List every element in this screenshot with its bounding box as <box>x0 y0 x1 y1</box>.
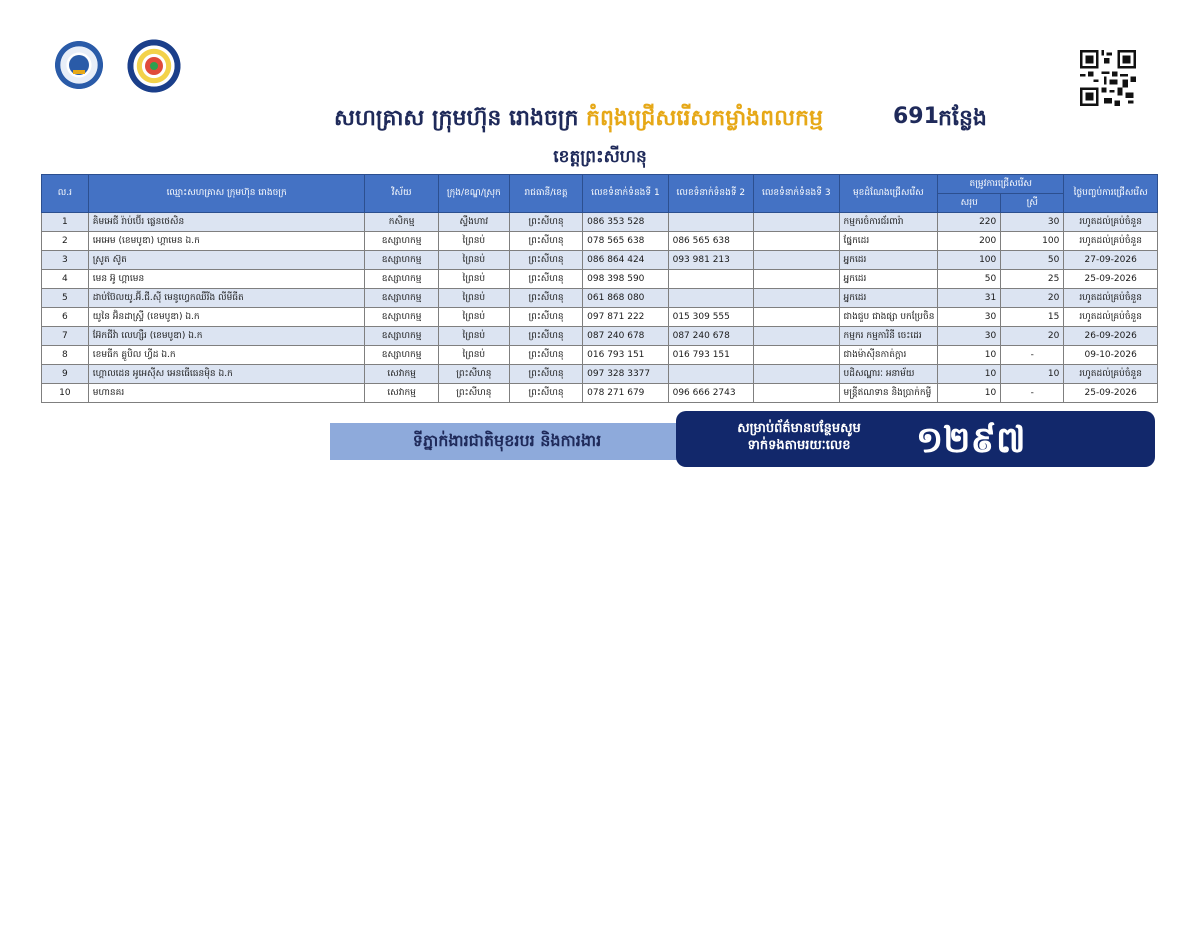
cell-phone3 <box>754 251 839 270</box>
cell-phone2 <box>668 365 753 384</box>
table-row <box>42 289 1158 308</box>
cell-name: មេន អ៊ូ ហ្គាមេន <box>88 270 365 289</box>
hotline-label <box>704 420 894 454</box>
cell-district: ព្រៃនប់ <box>438 232 509 251</box>
cell-name: គិមអេជី រ៉ាប់ប៊ើរ ផ្លេនថេសិន <box>88 213 365 232</box>
cell-name: ហ្គោលដេន អូអេស៊ីស អេនធើធេនម៉ិន ឯ.ក <box>88 365 365 384</box>
agency-banner <box>330 423 684 460</box>
cell-phone2 <box>668 289 753 308</box>
cell-name: ដាប់ប៊ែលយូ.អ៊ី.ជី.ស៊ី មេនូហ្វេកឈឺរីង លីមីធីត <box>88 289 365 308</box>
cell-phone3 <box>754 346 839 365</box>
cell-phone1: 097 328 3377 <box>583 365 668 384</box>
col-header-need: តម្រូវការជ្រើសរើស <box>938 175 1064 194</box>
cell-deadline: 09-10-2026 <box>1064 346 1158 365</box>
cell-no: 2 <box>42 232 89 251</box>
cell-phone3 <box>754 232 839 251</box>
col-header-position: មុខដំណែងជ្រើសរើស <box>839 175 938 213</box>
cell-phone1: 098 398 590 <box>583 270 668 289</box>
table-row <box>42 346 1158 365</box>
cell-phone1: 078 271 679 <box>583 384 668 403</box>
cell-position: អ្នកដេរ <box>839 289 938 308</box>
cell-name: យូនៃ អ៊ិនដាស្ទ្រី (ខេមបូឌា) ឯ.ក <box>88 308 365 327</box>
cell-total: 30 <box>938 327 1001 346</box>
cell-position: អ្នកដេរ <box>839 251 938 270</box>
hotline-number: ១២៩៧ <box>916 420 1026 461</box>
cell-female: 100 <box>1001 232 1064 251</box>
cell-province: ព្រះសីហនុ <box>509 289 582 308</box>
cell-position: បដិសណ្ឋារៈ អនាម័យ <box>839 365 938 384</box>
cell-total: 10 <box>938 384 1001 403</box>
cell-position: អ្នកដេរ <box>839 270 938 289</box>
cell-female: - <box>1001 384 1064 403</box>
cell-no: 6 <box>42 308 89 327</box>
cell-position: កម្មករ កម្មការិនី ចេះដេរ <box>839 327 938 346</box>
cell-sector: សេវាកម្ម <box>365 384 438 403</box>
cell-phone3 <box>754 365 839 384</box>
cell-female: 15 <box>1001 308 1064 327</box>
cell-province: ព្រះសីហនុ <box>509 270 582 289</box>
cell-total: 100 <box>938 251 1001 270</box>
province-heading: ខេត្តព្រះសីហនុ <box>553 147 647 167</box>
cell-phone3 <box>754 213 839 232</box>
cell-phone1: 061 868 080 <box>583 289 668 308</box>
cell-district: ព្រះសីហនុ <box>438 384 509 403</box>
cell-province: ព្រះសីហនុ <box>509 346 582 365</box>
cell-position: ជាងជួប ជាងផ្សា បកប្រែចិន <box>839 308 938 327</box>
cell-phone2: 093 981 213 <box>668 251 753 270</box>
cell-district: ស្ទឹងហាវ <box>438 213 509 232</box>
cell-sector: ឧស្សាហកម្ម <box>365 270 438 289</box>
cell-name: អេអេម (ខេមបូឌា) ហ្គាមេន ឯ.ក <box>88 232 365 251</box>
cell-no: 8 <box>42 346 89 365</box>
cell-phone2: 015 309 555 <box>668 308 753 327</box>
cell-phone1: 016 793 151 <box>583 346 668 365</box>
cell-deadline: 27-09-2026 <box>1064 251 1158 270</box>
table-row <box>42 251 1158 270</box>
nea-emblem-icon <box>124 36 184 96</box>
cell-name: មហានគរ <box>88 384 365 403</box>
cell-total: 200 <box>938 232 1001 251</box>
cell-name: ស្រូត ស៊ូត <box>88 251 365 270</box>
cell-district: ព្រៃនប់ <box>438 251 509 270</box>
cell-district: ព្រះសីហនុ <box>438 365 509 384</box>
table-row <box>42 327 1158 346</box>
cell-deadline: 26-09-2026 <box>1064 327 1158 346</box>
cell-deadline: 25-09-2026 <box>1064 270 1158 289</box>
table-row <box>42 365 1158 384</box>
cell-deadline: 25-09-2026 <box>1064 384 1158 403</box>
cell-sector: កសិកម្ម <box>365 213 438 232</box>
cell-phone3 <box>754 327 839 346</box>
cell-position: កម្មករចំការជ័រពារ៉ា <box>839 213 938 232</box>
cell-phone1: 086 353 528 <box>583 213 668 232</box>
cell-no: 1 <box>42 213 89 232</box>
cell-sector: ឧស្សាហកម្ម <box>365 232 438 251</box>
cell-phone1: 078 565 638 <box>583 232 668 251</box>
col-header-female: ស្រី <box>1001 194 1064 213</box>
cell-deadline: រហូតដល់គ្រប់ចំនួន <box>1064 213 1158 232</box>
col-header-name: ឈ្មោះសហគ្រាស ក្រុមហ៊ុន រោងចក្រ <box>88 175 365 213</box>
cell-female: 10 <box>1001 365 1064 384</box>
cell-female: 20 <box>1001 289 1064 308</box>
cell-sector: ឧស្សាហកម្ម <box>365 327 438 346</box>
cell-phone3 <box>754 384 839 403</box>
cell-sector: ឧស្សាហកម្ម <box>365 251 438 270</box>
cell-no: 7 <box>42 327 89 346</box>
table-row <box>42 308 1158 327</box>
cell-sector: ឧស្សាហកម្ម <box>365 346 438 365</box>
col-header-province: រាជធានី/ខេត្ត <box>509 175 582 213</box>
cell-district: ព្រៃនប់ <box>438 346 509 365</box>
jobs-table <box>41 174 1158 403</box>
cell-phone2: 016 793 151 <box>668 346 753 365</box>
cell-phone2: 096 666 2743 <box>668 384 753 403</box>
col-header-no: ល.រ <box>42 175 89 213</box>
cell-province: ព្រះសីហនុ <box>509 365 582 384</box>
cell-deadline: រហូតដល់គ្រប់ចំនួន <box>1064 308 1158 327</box>
cell-province: ព្រះសីហនុ <box>509 213 582 232</box>
cell-total: 10 <box>938 346 1001 365</box>
cell-phone1: 097 871 222 <box>583 308 668 327</box>
cell-phone2 <box>668 270 753 289</box>
cell-sector: ឧស្សាហកម្ម <box>365 289 438 308</box>
cell-female: 30 <box>1001 213 1064 232</box>
cell-phone2 <box>668 213 753 232</box>
cell-female: - <box>1001 346 1064 365</box>
title-sub: កំពុងជ្រើសរើសកម្លាំងពលកម្ម <box>586 106 823 131</box>
col-header-phone2: លេខទំនាក់ទំនងទី 2 <box>668 175 753 213</box>
cell-deadline: រហូតដល់គ្រប់ចំនួន <box>1064 289 1158 308</box>
hotline-label-line2: ទាក់ទងតាមរយៈលេខ <box>747 438 851 453</box>
cell-total: 31 <box>938 289 1001 308</box>
col-header-total: សរុប <box>938 194 1001 213</box>
col-header-deadline: ថ្ងៃបញ្ចប់ការជ្រើសរើស <box>1064 175 1158 213</box>
cell-phone3 <box>754 270 839 289</box>
col-header-sector: វិស័យ <box>365 175 438 213</box>
cell-female: 50 <box>1001 251 1064 270</box>
cell-district: ព្រៃនប់ <box>438 308 509 327</box>
cell-phone3 <box>754 308 839 327</box>
cell-position: មន្ត្រីឥណទាន និងប្រាក់កម្ចី <box>839 384 938 403</box>
cell-position: ជាងម៉ាស៊ីនកាត់ក្ដារ <box>839 346 938 365</box>
cell-sector: ឧស្សាហកម្ម <box>365 308 438 327</box>
cell-no: 4 <box>42 270 89 289</box>
cell-deadline: រហូតដល់គ្រប់ចំនួន <box>1064 232 1158 251</box>
cell-phone1: 087 240 678 <box>583 327 668 346</box>
cell-province: ព្រះសីហនុ <box>509 308 582 327</box>
cell-no: 3 <box>42 251 89 270</box>
table-row <box>42 270 1158 289</box>
cell-sector: សេវាកម្ម <box>365 365 438 384</box>
cell-name: ខេមធីក គ្លូបិល ហ្វីដ ឯ.ក <box>88 346 365 365</box>
cell-phone2: 087 240 678 <box>668 327 753 346</box>
cell-no: 10 <box>42 384 89 403</box>
cell-no: 9 <box>42 365 89 384</box>
vacancy-count: 691 <box>893 104 939 129</box>
cell-province: ព្រះសីហនុ <box>509 384 582 403</box>
qr-code-icon <box>1080 50 1136 106</box>
col-header-phone3: លេខទំនាក់ទំនងទី 3 <box>754 175 839 213</box>
cell-district: ព្រៃនប់ <box>438 289 509 308</box>
cell-name: អ៊ែកជីវ៉ា លេហ្សឺរ (ខេមបូឌា) ឯ.ក <box>88 327 365 346</box>
ministry-seal-icon <box>50 36 108 94</box>
cell-province: ព្រះសីហនុ <box>509 251 582 270</box>
cell-female: 25 <box>1001 270 1064 289</box>
page-title <box>0 100 1200 138</box>
cell-province: ព្រះសីហនុ <box>509 327 582 346</box>
table-row <box>42 232 1158 251</box>
cell-district: ព្រៃនប់ <box>438 327 509 346</box>
table-row <box>42 213 1158 232</box>
cell-phone3 <box>754 289 839 308</box>
cell-no: 5 <box>42 289 89 308</box>
cell-phone1: 086 864 424 <box>583 251 668 270</box>
cell-total: 220 <box>938 213 1001 232</box>
cell-phone2: 086 565 638 <box>668 232 753 251</box>
cell-position: ផ្នែកដេរ <box>839 232 938 251</box>
cell-total: 30 <box>938 308 1001 327</box>
hotline-label-line1: សម្រាប់ព័ត៌មានបន្ថែមសូម <box>737 421 861 436</box>
vacancy-unit: កន្លែង <box>938 106 987 131</box>
cell-district: ព្រៃនប់ <box>438 270 509 289</box>
table-row <box>42 384 1158 403</box>
cell-deadline: រហូតដល់គ្រប់ចំនួន <box>1064 365 1158 384</box>
cell-total: 10 <box>938 365 1001 384</box>
cell-total: 50 <box>938 270 1001 289</box>
col-header-district: ក្រុង/ខណ្ឌ/ស្រុក <box>438 175 509 213</box>
hotline-banner <box>676 411 1155 467</box>
cell-province: ព្រះសីហនុ <box>509 232 582 251</box>
col-header-phone1: លេខទំនាក់ទំនងទី 1 <box>583 175 668 213</box>
title-main: សហគ្រាស ក្រុមហ៊ុន រោងចក្រ <box>334 106 579 131</box>
cell-female: 20 <box>1001 327 1064 346</box>
agency-name: ទីភ្នាក់ងារជាតិមុខរបរ និងការងារ <box>412 430 602 450</box>
